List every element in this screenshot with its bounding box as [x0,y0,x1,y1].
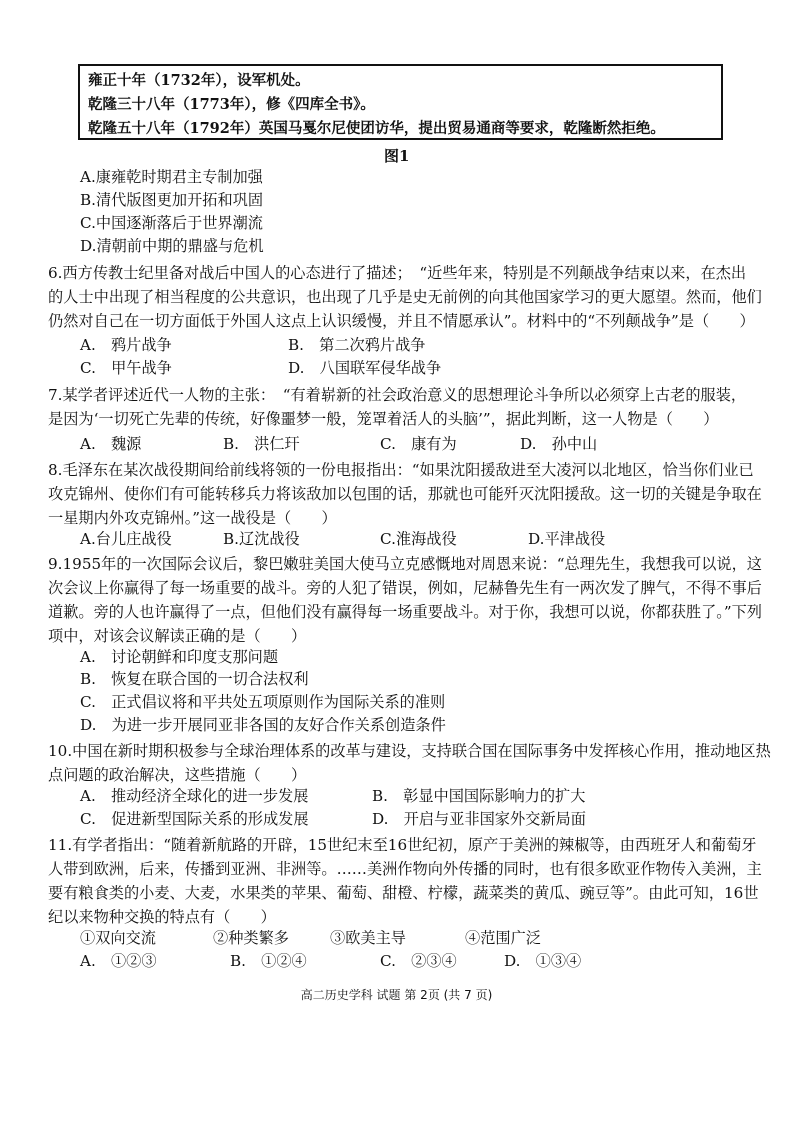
q8-stem-line: 8.毛泽东在某次战役期间给前线将领的一份电报指出：“如果沈阳援敌进至大凌河以北地区，恰当你们业已 [48,461,754,479]
q11-option-b: B. ①②④ [230,952,307,970]
q9-stem-line: 道歉。旁的人也许赢得了一点，但他们没有赢得每一场重要战斗。对于你，我想可以说，你都获胜了。”下列 [48,603,762,621]
q11-item: ③欧美主导 [330,929,406,947]
q10-options-row [0,785,793,807]
material-line: 乾隆五十八年（1792年）英国马戛尔尼使团访华，提出贸易通商等要求，乾隆断然拒绝。 [88,120,665,137]
q11-stem-line: 11.有学者指出：“随着新航路的开辟，15世纪末至16世纪初，原产于美洲的辣椒等，由西班牙人和葡萄牙 [48,836,757,854]
q11-stem-line: 人带到欧洲，后来，传播到亚洲、非洲等。……美洲作物向外传播的同时，也有很多欧亚作物传入美洲，主 [48,860,762,878]
q8-option-c: C.淮海战役 [380,530,457,548]
page-footer: 高二历史学科 试题 第 2页 (共 7 页) [300,988,493,1002]
q7-stem-line: 是因为‘一切死亡先辈的传统，好像噩梦一般，笼罩着活人的头脑’”，据此判断，这一人物是（ ） [48,410,719,428]
q10-stem-line: 10.中国在新时期积极参与全球治理体系的改革与建设，支持联合国在国际事务中发挥核心作用，推动地区热 [48,742,771,760]
q10-options-row [0,808,793,830]
q9-option-c: C. 正式倡议将和平共处五项原则作为国际关系的准则 [80,693,446,711]
q10-option-a: A. 推动经济全球化的进一步发展 [80,787,309,805]
figure-caption: 图1 [384,147,410,165]
q11-stem-line: 要有粮食类的小麦、大麦，水果类的苹果、葡萄、甜橙、柠檬，蔬菜类的黄瓜、豌豆等”。由此可知，16世 [48,884,759,902]
q11-stem-line: 纪以来物种交换的特点有（ ） [48,908,276,926]
q7-option-a: A. 魏源 [80,435,142,453]
q5-option-c: C.中国逐渐落后于世界潮流 [80,214,263,232]
q9-stem-line: 9.1955年的一次国际会议后，黎巴嫩驻美国大使马立克感慨地对周恩来说：“总理先生，我想我可以说，这 [48,555,762,573]
q9-option-b: B. 恢复在联合国的一切合法权利 [80,670,309,688]
q10-option-c: C. 促进新型国际关系的形成发展 [80,810,309,828]
q11-option-a: A. ①②③ [80,952,157,970]
q6-options-row [0,357,793,379]
material-line: 雍正十年（1732年），设军机处。 [88,72,310,89]
q6-option-a: A. 鸦片战争 [80,336,172,354]
q6-stem-line: 仍然对自己在一切方面低于外国人这点上认识缓慢，并且不情愿承认”。材料中的“不列颠战争”是（ ） [48,312,755,330]
q10-option-b: B. 彰显中国国际影响力的扩大 [372,787,586,805]
q11-item: ①双向交流 [80,929,156,947]
q9-option-a: A. 讨论朝鲜和印度支那问题 [80,648,279,666]
q5-option-b: B.清代版图更加开拓和巩固 [80,191,264,209]
material-box [78,64,723,140]
q8-options-row [0,528,793,550]
q5-option-d: D.清朝前中期的鼎盛与危机 [80,237,264,255]
q7-option-c: C. 康有为 [380,435,457,453]
q8-option-a: A.台儿庄战役 [80,530,172,548]
q10-stem-line: 点问题的政治解决，这些措施（ ） [48,766,307,784]
q8-stem-line: 一星期内外攻克锦州。”这一战役是（ ） [48,509,337,527]
q8-option-d: D.平津战役 [528,530,606,548]
q7-option-d: D. 孙中山 [520,435,598,453]
q7-options-row [0,433,793,455]
q11-option-c: C. ②③④ [380,952,457,970]
q6-option-d: D. 八国联军侵华战争 [288,359,442,377]
q9-option-d: D. 为进一步开展同亚非各国的友好合作关系创造条件 [80,716,446,734]
q11-options-row [0,950,793,972]
q6-stem-line: 的人士中出现了相当程度的公共意识，也出现了几乎是史无前例的向其他国家学习的更大愿望。然而，他们 [48,288,762,306]
q6-options-row [0,334,793,356]
q5-option-a: A.康雍乾时期君主专制加强 [80,168,263,186]
q9-stem-line: 次会议上你赢得了每一场重要的战斗。旁的人犯了错误，例如，尼赫鲁先生有一两次发了脾气，不得不事后 [48,579,762,597]
q6-option-c: C. 甲午战争 [80,359,172,377]
q11-items-row [0,927,793,949]
q11-item: ④范围广泛 [465,929,541,947]
q7-stem-line: 7.某学者评述近代一人物的主张： “有着崭新的社会政治意义的思想理论斗争所以必须穿上古老的服装， [48,386,747,404]
q11-item: ②种类繁多 [213,929,289,947]
q6-stem-line: 6.西方传教士纪里备对战后中国人的心态进行了描述； “近些年来，特别是不列颠战争结束以来，在杰出 [48,264,747,282]
q8-stem-line: 攻克锦州、使你们有可能转移兵力将该敌加以包围的话，那就也可能歼灭沈阳援敌。这一切的关键是争取在 [48,485,762,503]
q11-option-d: D. ①③④ [504,952,582,970]
q8-option-b: B.辽沈战役 [223,530,300,548]
q7-option-b: B. 洪仁玕 [223,435,300,453]
q9-stem-line: 项中，对该会议解读正确的是（ ） [48,627,307,645]
q6-option-b: B. 第二次鸦片战争 [288,336,426,354]
material-line: 乾隆三十八年（1773年），修《四库全书》。 [88,96,375,113]
q10-option-d: D. 开启与亚非国家外交新局面 [372,810,586,828]
